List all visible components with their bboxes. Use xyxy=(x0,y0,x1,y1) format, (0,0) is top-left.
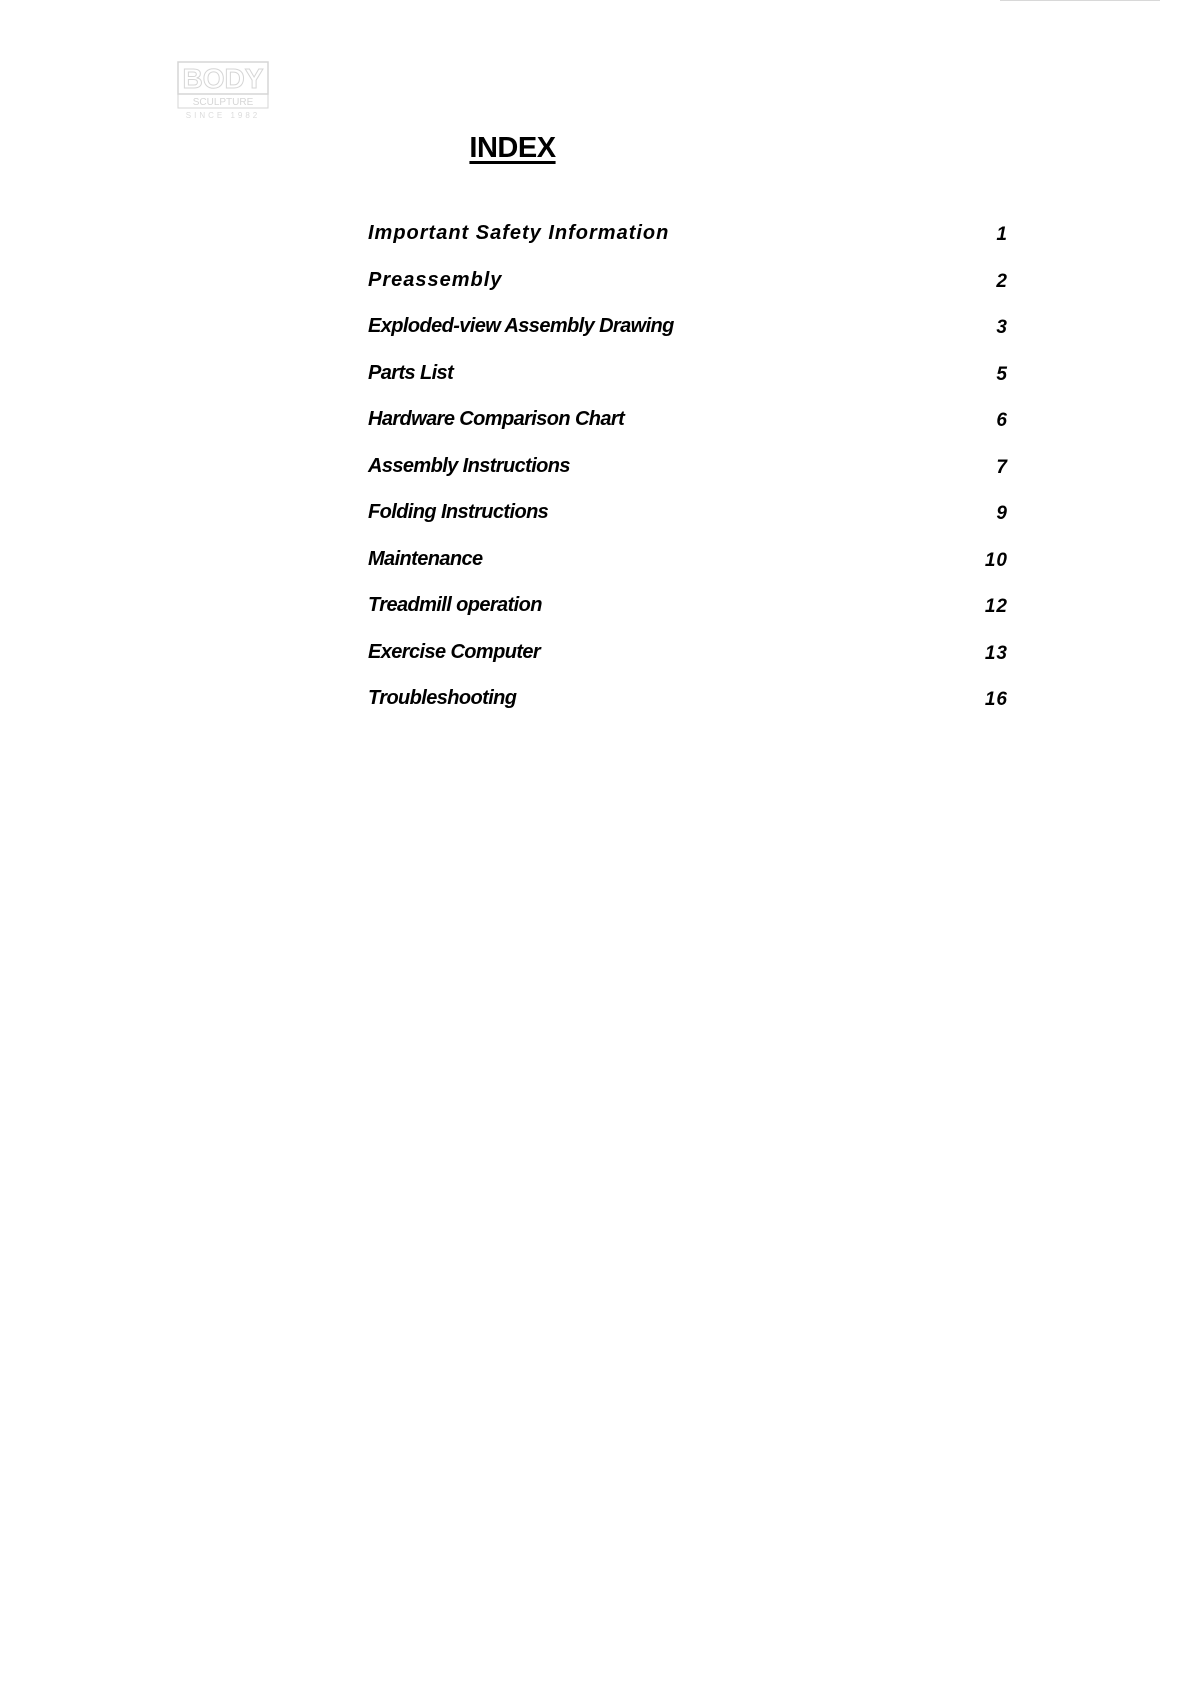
index-entry xyxy=(368,313,1008,360)
index-entry-page: 12 xyxy=(984,596,1008,617)
index-entry-page: 1 xyxy=(996,224,1008,245)
index-entry xyxy=(368,592,1008,639)
index-entry-page: 9 xyxy=(996,503,1008,524)
page-edge xyxy=(1000,0,1160,1)
index-entry-label: Treadmill operation xyxy=(368,594,542,616)
index-list xyxy=(368,220,1008,732)
logo-line1: BODY xyxy=(182,63,264,94)
index-entry xyxy=(368,546,1008,593)
index-entry-page: 3 xyxy=(996,317,1008,338)
index-entry-label: Exercise Computer xyxy=(368,640,541,663)
index-entry xyxy=(368,267,1008,314)
index-entry-label: Exploded-view Assembly Drawing xyxy=(368,315,674,337)
index-entry-page: 16 xyxy=(984,689,1008,710)
page-title xyxy=(0,132,1025,165)
index-entry-label: Parts List xyxy=(368,361,454,384)
index-entry xyxy=(368,499,1008,546)
logo-line3: SINCE 1982 xyxy=(185,111,261,120)
index-entry xyxy=(368,360,1008,407)
index-entry xyxy=(368,685,1008,732)
index-entry xyxy=(368,220,1008,267)
index-entry-page: 13 xyxy=(984,642,1008,664)
index-entry-label: Preassembly xyxy=(368,268,503,291)
page-title-text: INDEX xyxy=(469,132,556,164)
index-entry-label: Assembly Instructions xyxy=(368,454,570,477)
index-entry xyxy=(368,406,1008,453)
index-entry-page: 10 xyxy=(984,549,1008,571)
index-entry xyxy=(368,639,1008,686)
index-entry xyxy=(368,453,1008,500)
index-entry-page: 7 xyxy=(996,456,1008,478)
brand-logo-icon xyxy=(176,60,272,120)
brand-logo xyxy=(176,60,272,120)
index-entry-label: Maintenance xyxy=(368,547,483,570)
index-entry-label: Hardware Comparison Chart xyxy=(368,408,625,430)
logo-line2: SCULPTURE xyxy=(192,97,254,108)
index-entry-label: Troubleshooting xyxy=(368,687,517,709)
index-entry-label: Folding Instructions xyxy=(368,501,549,523)
index-entry-page: 2 xyxy=(996,270,1008,292)
index-entry-label: Important Safety Information xyxy=(368,222,670,244)
index-entry-page: 5 xyxy=(996,363,1008,385)
index-entry-page: 6 xyxy=(996,410,1008,431)
